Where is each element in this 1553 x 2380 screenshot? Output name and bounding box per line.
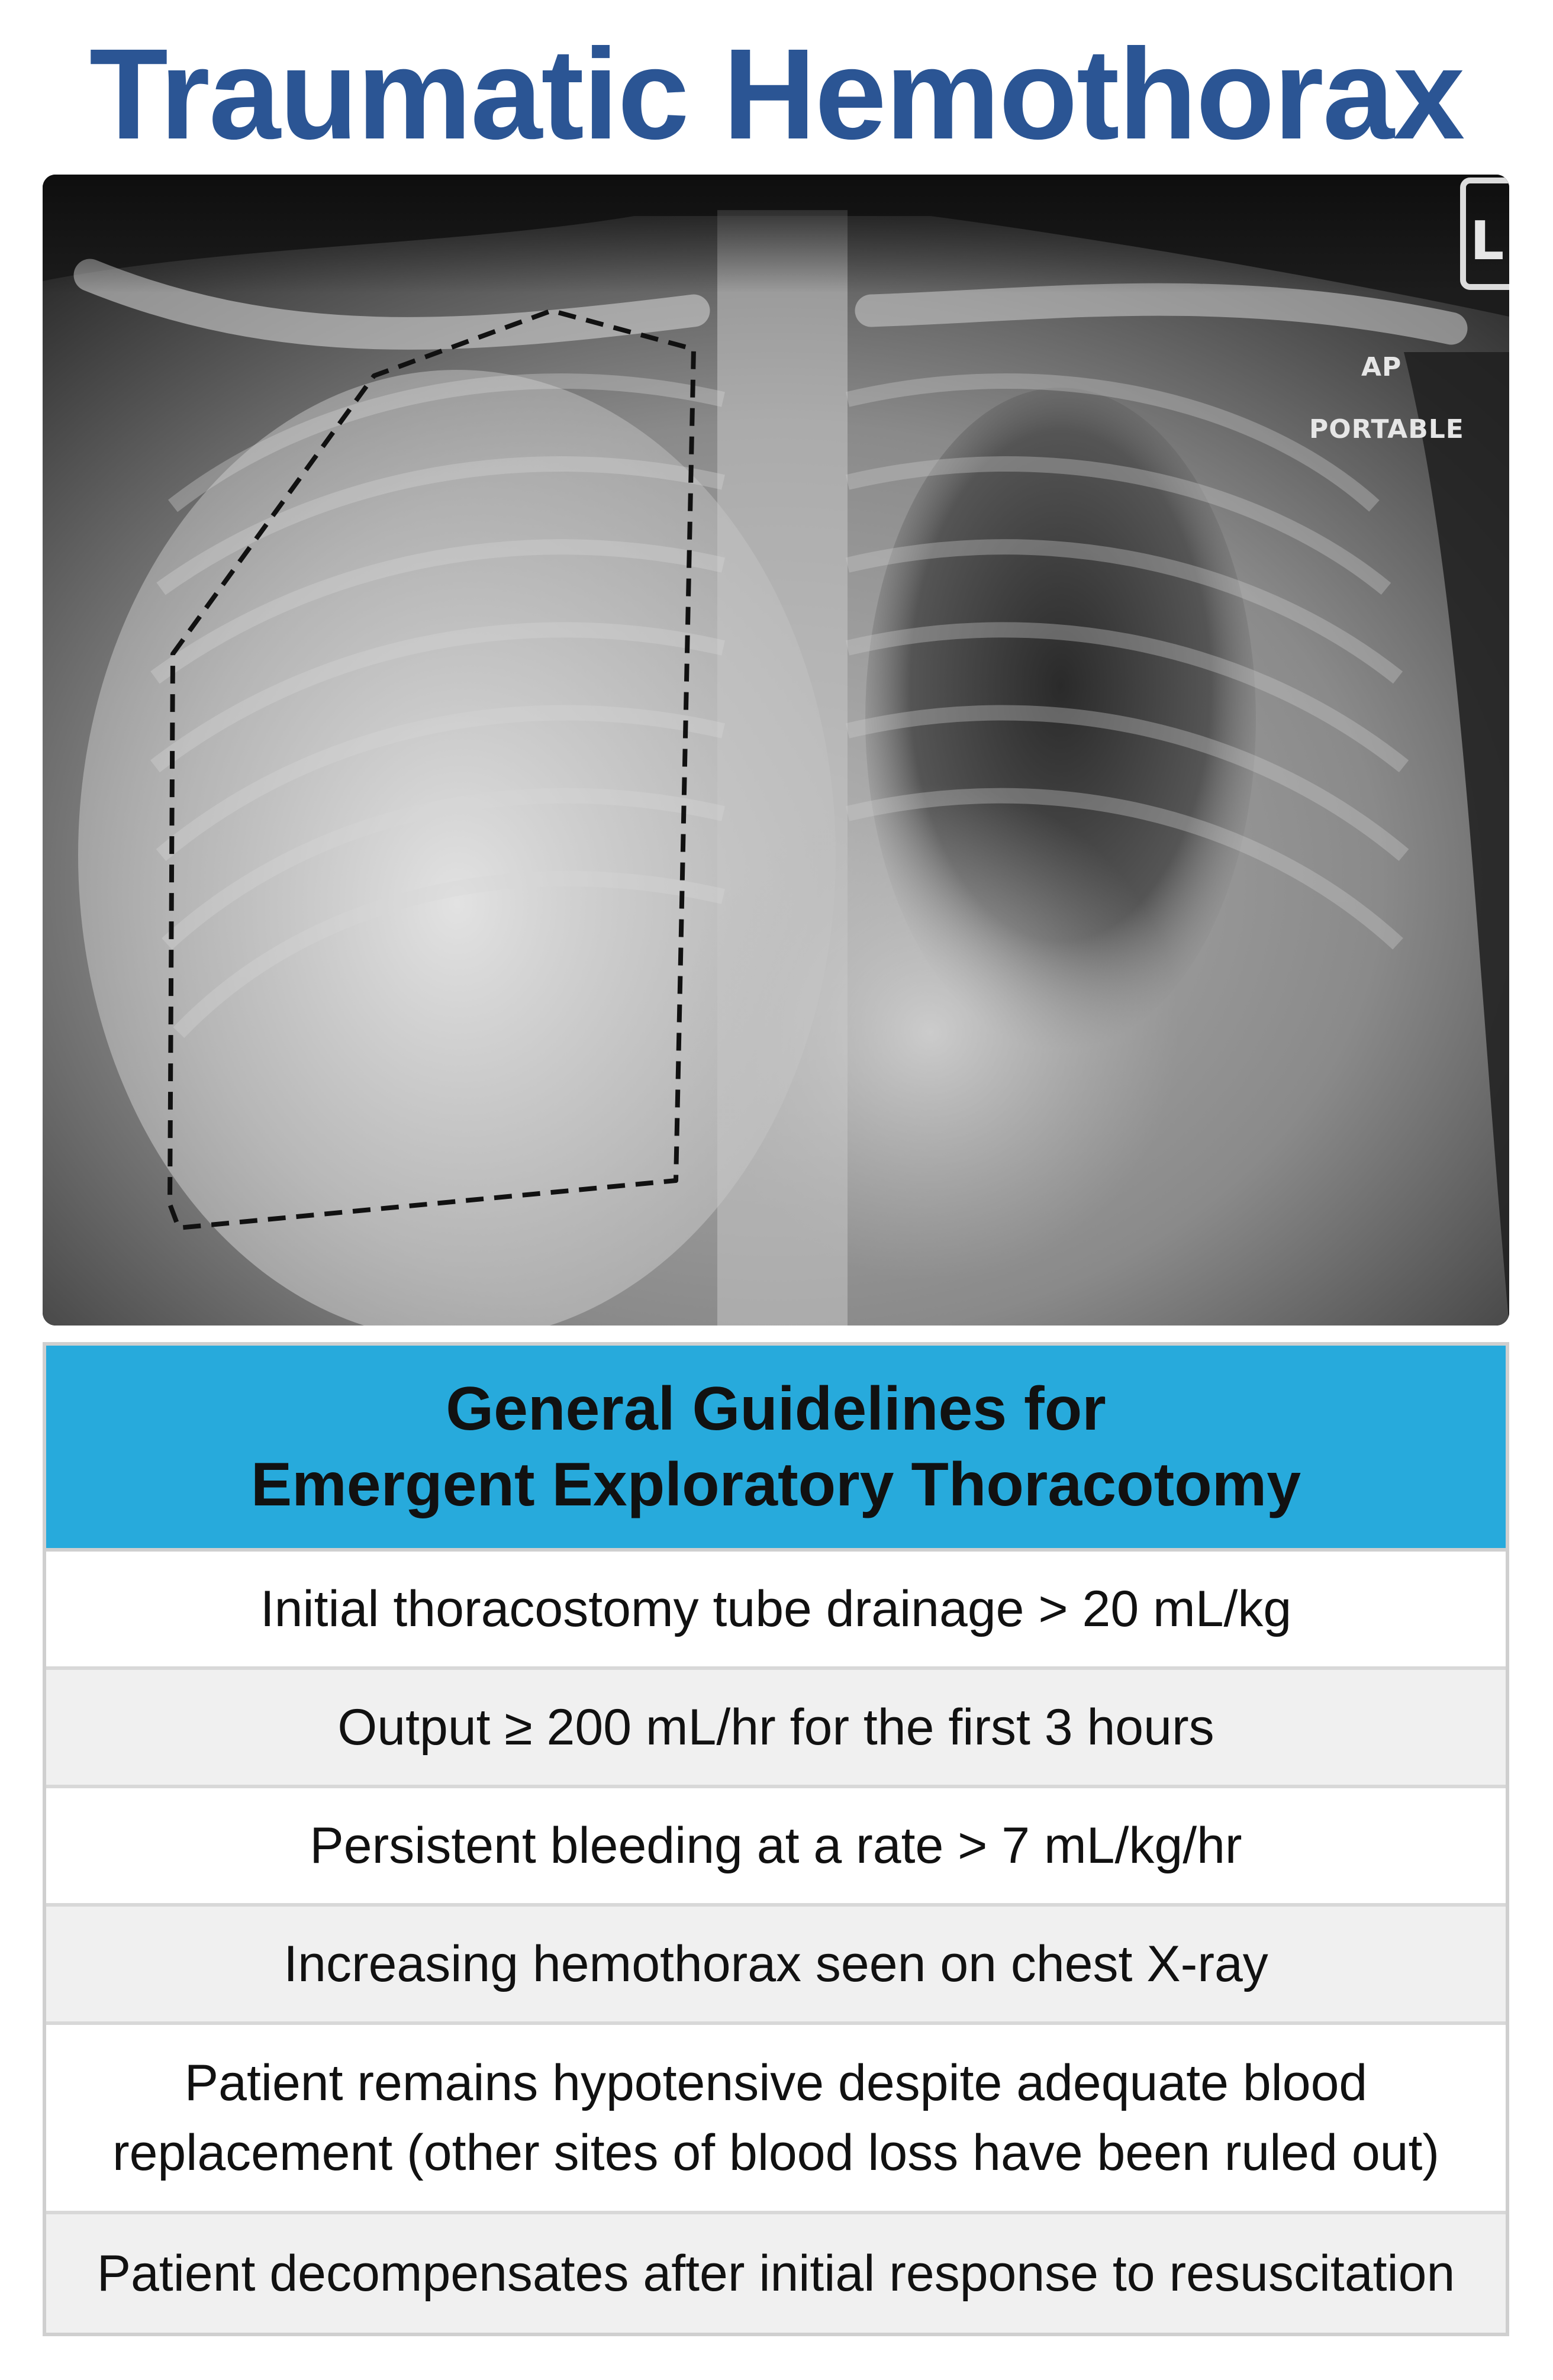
chest-xray-image	[43, 175, 1509, 1326]
table-header-text	[251, 1371, 1301, 1523]
xray-graphic	[43, 175, 1509, 1326]
xray-label-ap: AP	[1361, 352, 1402, 382]
table-row: Patient decompensates after initial response to resuscitation	[46, 2214, 1506, 2333]
table-row: Increasing hemothorax seen on chest X-ray	[46, 1907, 1506, 2025]
table-row: Persistent bleeding at a rate > 7 mL/kg/hr	[46, 1788, 1506, 1907]
xray-label-portable: PORTABLE	[1309, 414, 1464, 444]
table-header	[46, 1346, 1506, 1552]
table-row: Initial thoracostomy tube drainage > 20 mL/kg	[46, 1552, 1506, 1670]
page-title: Traumatic Hemothorax	[89, 22, 1464, 166]
table-header-line-2: Emergent Exploratory Thoracotomy	[250, 1450, 1301, 1519]
table-header-line-1: General Guidelines for	[446, 1375, 1106, 1443]
guidelines-table	[43, 1342, 1509, 2336]
table-row: Patient remains hypotensive despite adequate blood replacement (other sites of blood loss have been ruled out)	[46, 2025, 1506, 2214]
table-row: Output ≥ 200 mL/hr for the first 3 hours	[46, 1670, 1506, 1788]
xray-side-marker: L	[1470, 210, 1505, 272]
